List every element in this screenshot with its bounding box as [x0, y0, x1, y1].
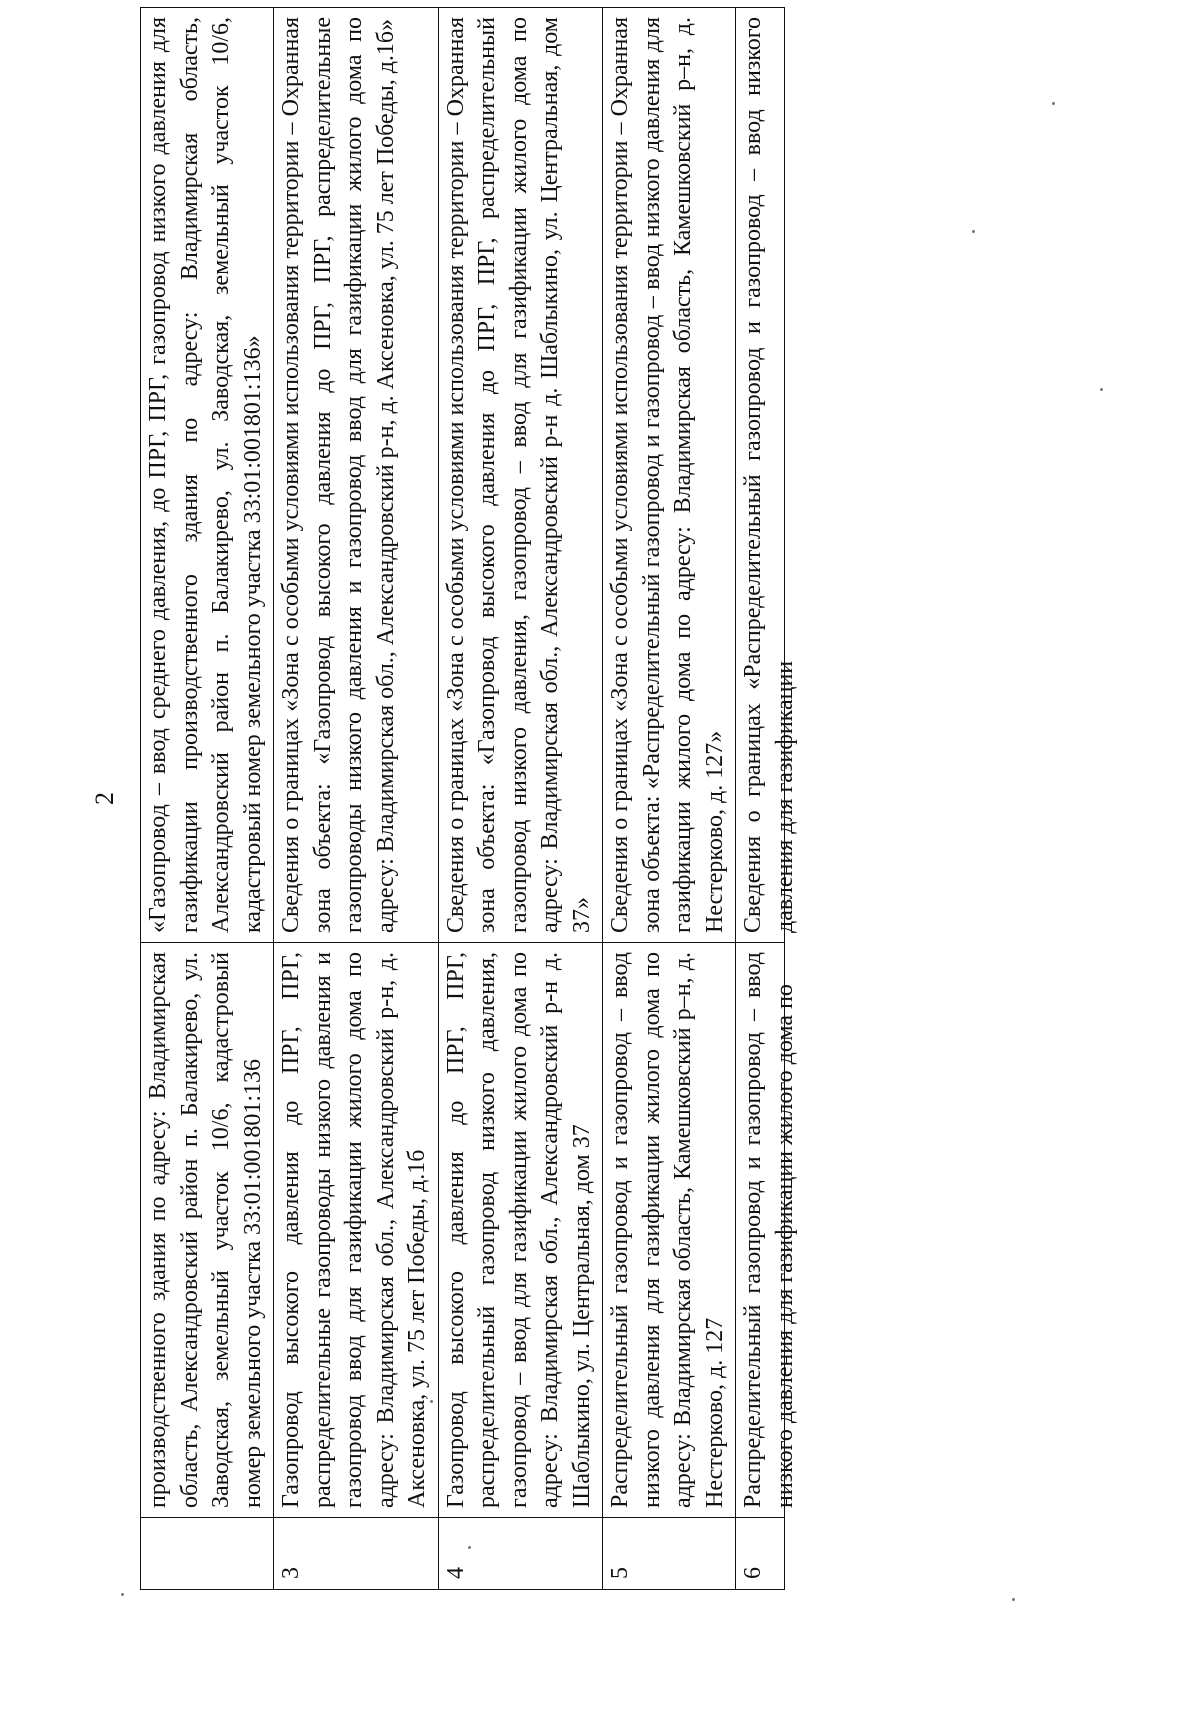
object-description-cell: Распределительный газопровод и газопровод – ввод низкого давления для газификации жилого дома по адресу: Владимирская область, Камешковский р–н, д. Нестерково, д. 127: [603, 943, 736, 1518]
scan-speck: [430, 1400, 433, 1403]
scan-speck: [121, 1593, 124, 1596]
scan-speck: [1052, 102, 1055, 105]
zone-info-cell: Сведения о границах «Зона с особыми условиями использования территории – Охранная зона объекта: «Газопровод высокого давления до ПРГ, ПРГ, распределительные газопроводы низкого давления и газопровод ввод для газификации жилого дома по адресу: Владимирская обл., Александровский р-н, д. Аксеновка, ул. 75 лет Победы, д.1б»: [274, 8, 439, 943]
table-row: [736, 8, 785, 1590]
object-description-cell: Газопровод высокого давления до ПРГ, ПРГ, распределительные газопроводы низкого давления и газопровод ввод для газификации жилого дома по адресу: Владимирская обл., Александровский р-н, д. Аксеновка, ул. 75 лет Победы, д.1б: [274, 943, 439, 1518]
object-description-cell: производственного здания по адресу: Владимирская область, Александровский район п. Балакирево, ул. Заводская, земельный участок 10/6, кадастровый номер земельного участка 33:01:001801:136: [141, 943, 274, 1518]
objects-table: [140, 7, 798, 1590]
table-row: [274, 8, 439, 1590]
row-number-cell: 5: [603, 1518, 736, 1590]
zone-info-cell: Сведения о границах «Зона с особыми условиями использования территории – Охранная зона объекта: «Газопровод высокого давления до ПРГ, ПРГ, распределительный газопровод низкого давления, газопровод – ввод для газификации жилого дома по адресу: Владимирская обл., Александровский р-н д. Шаблыкино, ул. Центральная, дом 37»: [438, 8, 603, 943]
scan-speck: [468, 1546, 471, 1549]
object-description-cell: Газопровод высокого давления до ПРГ, ПРГ, распределительный газопровод низкого давления, газопровод – ввод для газификации жилого дома по адресу: Владимирская обл., Александровский р-н д. Шаблыкино, ул. Центральная, дом 37: [438, 943, 603, 1518]
table-row: [603, 8, 736, 1590]
scan-speck: [1012, 1598, 1015, 1601]
zone-info-cell: Сведения о границах «Зона с особыми условиями использования территории – Охранная зона объекта: «Распределительный газопровод и газопровод – ввод низкого давления для газификации жилого дома по адресу: Владимирская область, Камешковский р–н, д. Нестерково, д. 127»: [603, 8, 736, 943]
row-number-cell: 3: [274, 1518, 439, 1590]
object-description-text: Распределительный газопровод и газопровод – ввод низкого давления для газификации жилого дома по: [740, 952, 798, 1508]
page-number: 2: [90, 792, 119, 805]
zone-info-text: Сведения о границах «Распределительный газопровод и газопровод – ввод низкого давления для газификации: [740, 17, 798, 933]
object-description-cell: [736, 943, 798, 1518]
row-number-cell: 4: [438, 1518, 603, 1590]
row-number-cell: [736, 1518, 785, 1590]
zone-info-cell: «Газопровод – ввод среднего давления, до ПРГ, ПРГ, газопровод низкого давления для газификации производственного здания по адресу: Владимирская область, Александровский район п. Балакирево, ул. Заводская, земельный участок 10/6, кадастровый номер земельного участка 33:01:001801:136»: [141, 8, 274, 943]
row-number-cell: [141, 1518, 274, 1590]
scan-speck: [1100, 388, 1103, 391]
table-row: [438, 8, 603, 1590]
table-row: [141, 8, 274, 1590]
row-number-text: 6: [740, 1567, 766, 1579]
zone-info-cell: [736, 8, 798, 943]
scan-speck: [972, 230, 975, 233]
